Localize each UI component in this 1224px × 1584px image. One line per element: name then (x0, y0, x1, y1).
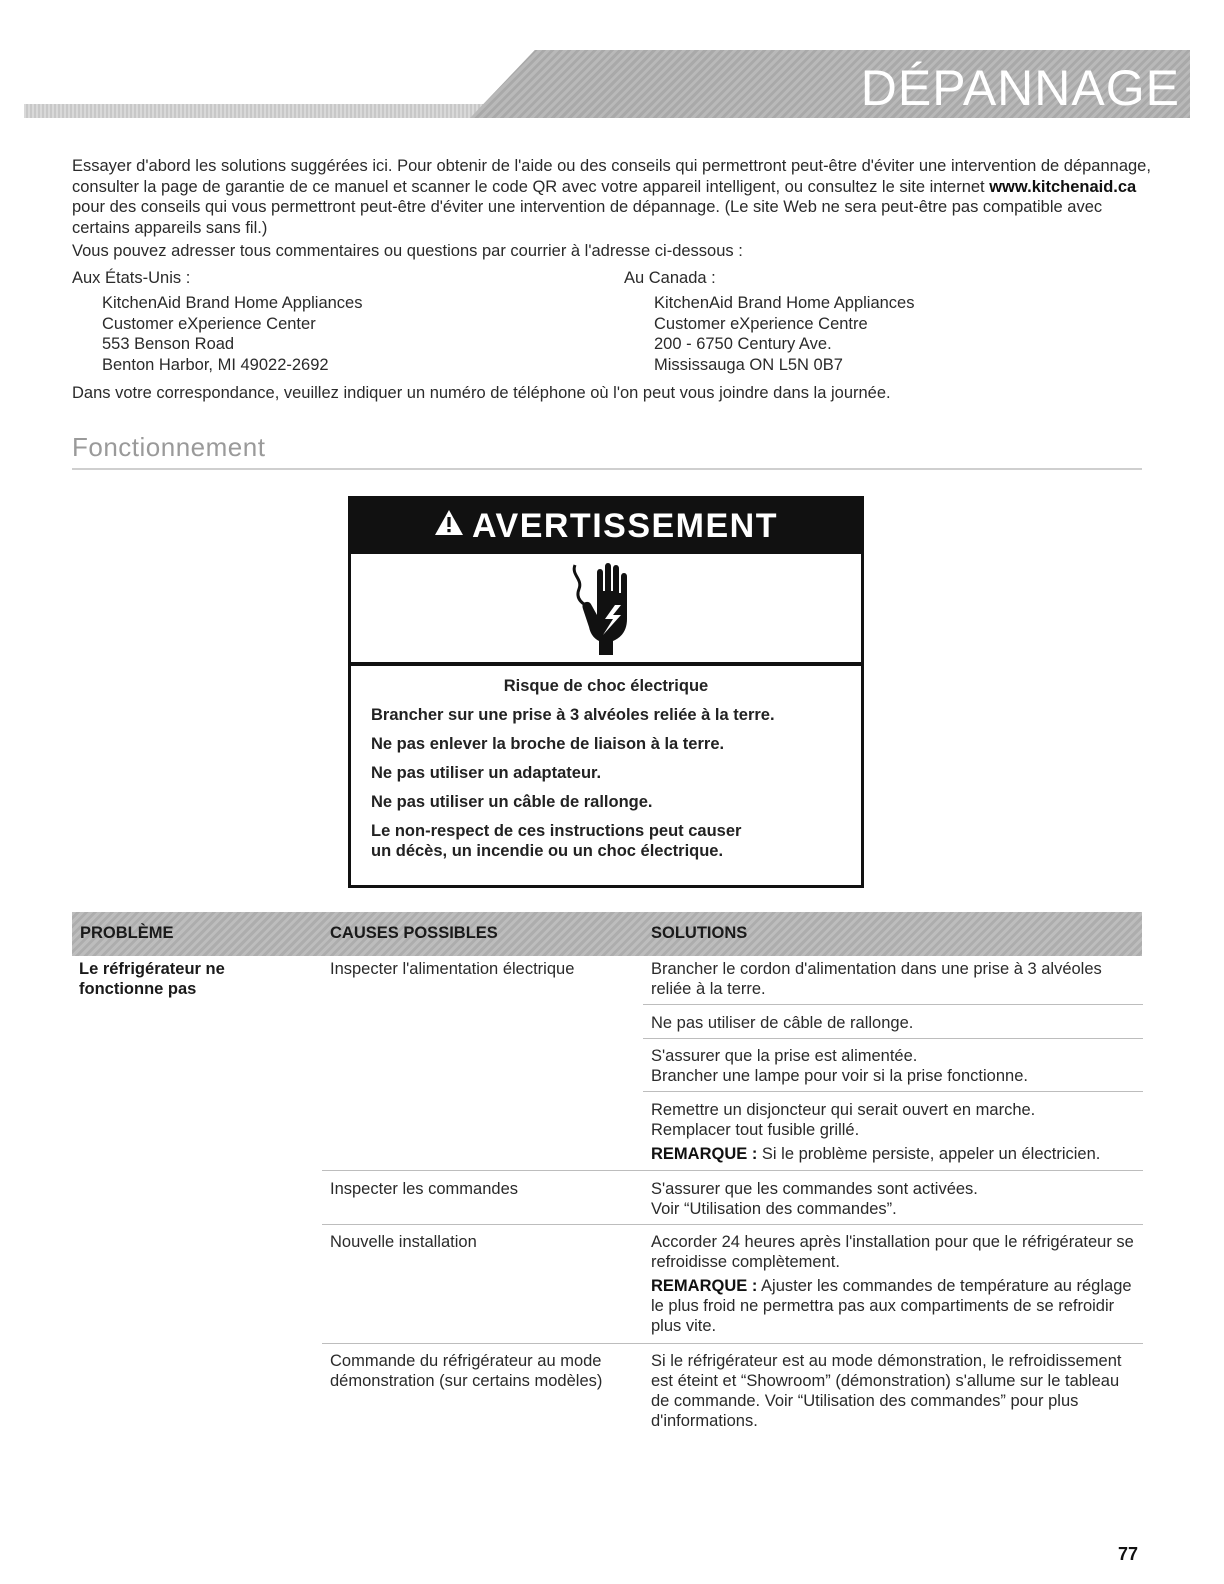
page-title: DÉPANNAGE (860, 60, 1180, 116)
row-divider (322, 1343, 1143, 1344)
cause-cell: Inspecter l'alimentation électrique (330, 960, 575, 978)
header-solutions: SOLUTIONS (651, 924, 748, 942)
row-divider (643, 1004, 1143, 1005)
solution-line: S'assurer que les commandes sont activées. (651, 1180, 978, 1198)
warning-header (351, 499, 861, 554)
intro-paragraph (72, 156, 1152, 238)
problem-cell: Le réfrigérateur ne fonctionne pas (79, 960, 225, 998)
row-divider (643, 1038, 1143, 1039)
warning-divider (351, 662, 861, 666)
solution-cell: Si le réfrigérateur est au mode démonstration, le refroidissement est éteint et “Showroom” (démonstration) s'allume sur le tableau de commande. Voir “Utilisation des commandes” pour plus d'informations. (651, 1352, 1122, 1430)
warning-text (371, 677, 841, 861)
header-causes: CAUSES POSSIBLES (330, 924, 498, 942)
section-title: Fonctionnement (72, 432, 266, 462)
canada-address-line: Customer eXperience Centre (654, 314, 868, 333)
warning-heading: Risque de choc électrique (503, 677, 709, 695)
intro-text-after-link: pour des conseils qui vous permettront peut-être d'éviter une intervention de dépannage. (Le site Web ne sera peut-être pas compatible avec certains appareils sans fil.) (72, 198, 1103, 237)
warning-line: Ne pas utiliser un adaptateur. (371, 764, 602, 782)
page-number: 77 (1118, 1544, 1139, 1564)
electric-shock-hand-icon (569, 561, 645, 657)
table-header-row (72, 912, 1142, 956)
solution-line: Brancher une lampe pour voir si la prise fonctionne. (651, 1067, 1028, 1085)
solution-cell (651, 1100, 1141, 1164)
note-label: REMARQUE : (651, 1145, 758, 1163)
us-address-line: 553 Benson Road (102, 335, 235, 353)
us-address-line: Benton Harbor, MI 49022-2692 (102, 355, 329, 374)
cause-cell: Nouvelle installation (330, 1233, 477, 1251)
warning-line: Le non-respect de ces instructions peut causer (371, 822, 742, 840)
cause-cell: Commande du réfrigérateur au mode démonstration (sur certains modèles) (330, 1352, 603, 1390)
comments-paragraph: Vous pouvez adresser tous commentaires ou questions par courrier à l'adresse ci-dessous : (72, 242, 743, 260)
warning-consequence (371, 821, 841, 861)
note-label: REMARQUE : (651, 1277, 758, 1295)
us-address-line: KitchenAid Brand Home Appliances (102, 294, 363, 312)
canada-address-line: Mississauga ON L5N 0B7 (654, 355, 843, 374)
solution-note (651, 1144, 1141, 1164)
warning-line: un décès, un incendie ou un choc électrique. (371, 842, 724, 860)
canada-address-line: KitchenAid Brand Home Appliances (654, 294, 915, 312)
warning-triangle-icon (434, 498, 464, 553)
row-divider (322, 1224, 1143, 1225)
solution-cell: Brancher le cordon d'alimentation dans une prise à 3 alvéoles reliée à la terre. (651, 960, 1102, 998)
warning-box (348, 496, 864, 888)
solution-cell (651, 1179, 1141, 1219)
canada-address-label: Au Canada : (624, 269, 716, 287)
us-address (102, 293, 363, 375)
solution-cell (651, 1232, 1141, 1336)
cause-cell: Inspecter les commandes (330, 1180, 519, 1198)
warning-line: Ne pas enlever la broche de liaison à la terre. (371, 735, 725, 753)
solution-line: S'assurer que la prise est alimentée. (651, 1047, 918, 1065)
section-divider (72, 468, 1142, 470)
row-divider (322, 1170, 1143, 1171)
warning-title: AVERTISSEMENT (471, 507, 778, 545)
solution-line: Remettre un disjoncteur qui serait ouvert en marche. (651, 1101, 1036, 1119)
us-address-label: Aux États-Unis : (72, 269, 191, 287)
row-divider (643, 1091, 1143, 1092)
solution-line: Accorder 24 heures après l'installation pour que le réfrigérateur se refroidisse complètement. (651, 1233, 1134, 1271)
intro-text-before-link: Essayer d'abord les solutions suggérées ici. Pour obtenir de l'aide ou des conseils qui permettront peut-être d'éviter une intervention de dépannage, consulter la page de garantie de ce manuel et scanner le code QR avec votre appareil intelligent, ou consultez le site internet (72, 157, 1151, 196)
us-address-line: Customer eXperience Center (102, 314, 316, 333)
canada-address (654, 293, 915, 375)
warning-line: Brancher sur une prise à 3 alvéoles reliée à la terre. (371, 706, 775, 724)
note-text: Ajuster les commandes de température au réglage le plus froid ne permettra pas aux compartiments de se refroidir plus vite. (651, 1277, 1132, 1335)
canada-address-line: 200 - 6750 Century Ave. (654, 335, 832, 353)
note-text: Si le problème persiste, appeler un électricien. (757, 1145, 1101, 1163)
solution-cell (651, 1046, 1141, 1086)
header-problem: PROBLÈME (80, 924, 174, 942)
correspondence-paragraph: Dans votre correspondance, veuillez indiquer un numéro de téléphone où l'on peut vous joindre dans la journée. (72, 384, 891, 402)
solution-cell: Ne pas utiliser de câble de rallonge. (651, 1014, 914, 1032)
solution-line: Voir “Utilisation des commandes”. (651, 1200, 897, 1218)
website-link[interactable]: www.kitchenaid.ca (989, 177, 1137, 196)
solution-note (651, 1276, 1141, 1336)
solution-line: Remplacer tout fusible grillé. (651, 1121, 860, 1139)
warning-line: Ne pas utiliser un câble de rallonge. (371, 793, 653, 811)
